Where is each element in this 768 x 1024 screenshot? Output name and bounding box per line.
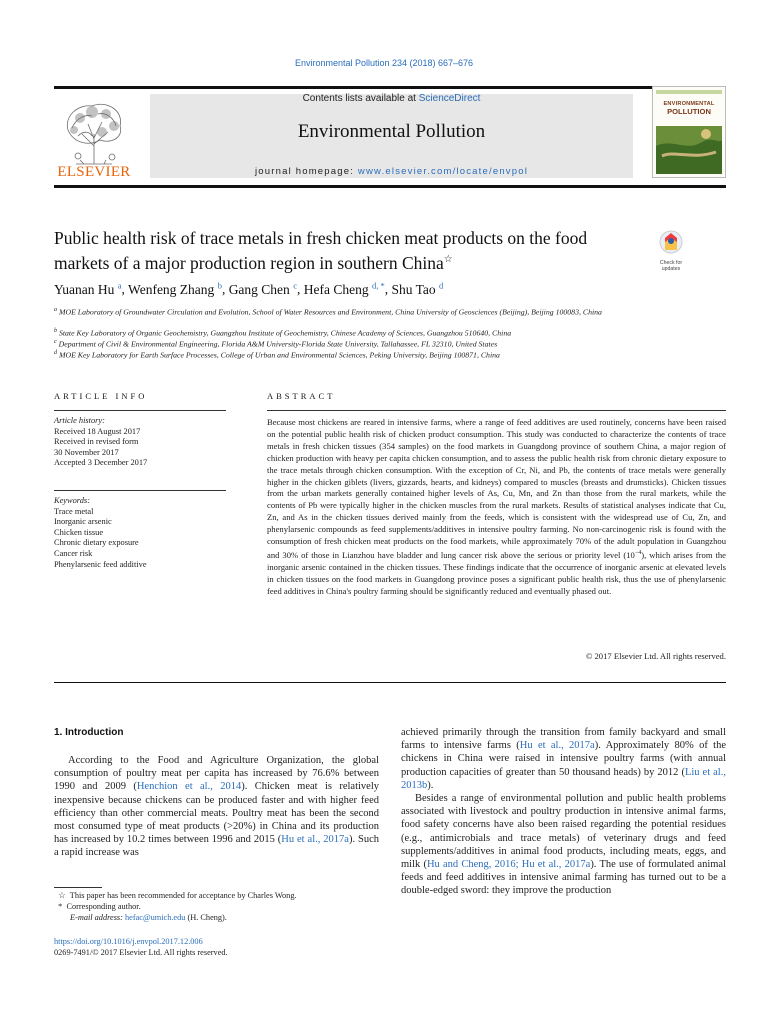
body-text: According to the Food and Agriculture Organization, the global consumption of poultry meat per capita has increased by 76.6% between 1990 and 2009 ( (54, 755, 379, 793)
keyword: Inorganic arsenic (54, 517, 112, 527)
cover-image (652, 86, 726, 178)
abstract-text-part1: Because most chickens are reared in intensive farms, where a range of feed additives are used routinely, concerns have been raised on the potential public health risk of chicken product consumption. This study was conducted to characterize the contents of trace metals in fresh chicken tissues (354 samples) on the food markets in Guangdong province of southern China, a major region of chicken production with heavy per capita chicken consumption, and to assess the public health risk from chronic dietary exposure to the trace metals through chicken consumption. With the exception of Cr, Ni, and Pb, the contents of trace metals were generally higher in the chicken giblets (livers, gizzards, hearts, and kidneys) compared to muscles (breasts and drumsticks). Chicken tissues from the urban markets generally contained higher levels of As, Cu, Mn, and Zn than those from the rural markets, while the contents of Pb were typically higher in the chicken muscles from the rural markets. Results of statistical analyses indicate that Cu, Zn, and As in the chicken tissues derived mainly from the feeds, which is consistent with the widespread use of Cu, Zn, and phenylarsenic compounds as feed supplements/additives in intensive poultry farming. No non-carcinogenic risk is found with the consumption of fresh chicken meat products on the food markets, while approximately 70% of the adult population in Guangzhou and 30% of those in Lianzhou have bladder and lung cancer risk above the serious or priority level (10 (267, 417, 726, 560)
check-for-updates-badge[interactable] (652, 229, 690, 272)
author-name: Hefa Cheng (303, 281, 369, 297)
abstract-label: ABSTRACT (267, 391, 336, 401)
abstract-exponent: −4 (634, 549, 642, 556)
header-bottom-rule (54, 185, 726, 188)
crossmark-icon (652, 229, 690, 255)
header-top-rule (54, 86, 726, 89)
body-text: ). (427, 779, 434, 791)
journal-cover[interactable] (652, 86, 726, 178)
footnote-corresponding: * Corresponding author. (54, 901, 141, 911)
journal-citation[interactable]: Environmental Pollution 234 (2018) 667–676 (294, 58, 474, 68)
crossmark-label-line2: updates (661, 266, 681, 272)
history-label: Article history: (54, 416, 105, 425)
body-text: Besides a range of environmental pollution and public health problems associated with livestock and poultry production in intensive animal farms, food safety concerns have also been raised regarding the potential residues (e.g., antimicrobials and trace metals) of veterinary drugs and feed supplements/additives in animal food products, including meats, eggs, and milk ( (401, 793, 726, 871)
journal-homepage (150, 166, 633, 177)
keyword: Chronic dietary exposure (54, 538, 139, 548)
journal-title: Environmental Pollution (297, 121, 486, 142)
issn-copyright: 0269-7491/© 2017 Elsevier Ltd. All rights reserved. (54, 947, 228, 957)
contents-prefix: Contents lists available at (302, 93, 419, 104)
footnote-rule (54, 887, 102, 888)
email-label: E-mail address: (70, 912, 125, 922)
article-title-text: Public health risk of trace metals in fresh chicken meat products on the food markets of a major production region in southern China (54, 228, 588, 273)
author-name: Wenfeng Zhang (128, 281, 215, 297)
reference-link[interactable]: Henchion et al., 2014 (136, 781, 242, 793)
author-affiliation-mark[interactable]: d, * (371, 280, 385, 290)
reference-link[interactable]: Hu et al., 2017a (281, 834, 349, 846)
affiliation (54, 305, 654, 318)
sciencedirect-link[interactable]: ScienceDirect (418, 93, 481, 104)
author-name: Shu Tao (391, 281, 436, 297)
body-paragraph (54, 754, 379, 860)
affiliation-text: State Key Laboratory of Organic Geochemistry, Guangzhou Institute of Geochemistry, Chinese Academy of Sciences, Guangzhou 510640, China (58, 328, 512, 338)
footnote-star-mark: ☆ (58, 891, 66, 900)
affiliation-text: Department of Civil & Environmental Engineering, Florida A&M University-Florida State University, Tallahassee, FL 32310, United States (58, 339, 498, 349)
body-column-right (401, 726, 726, 898)
reference-link[interactable]: Hu et al., 2017a (519, 740, 595, 752)
footnote-star (54, 891, 379, 902)
author-affiliation-mark[interactable]: a (117, 280, 122, 290)
footnotes (54, 891, 379, 923)
affiliation-mark: d (54, 350, 57, 356)
author-affiliation-mark[interactable]: c (293, 280, 297, 290)
article-history (54, 416, 226, 469)
reference-link[interactable]: Liu et al., 2013b (401, 766, 726, 791)
body-column-left (54, 754, 379, 860)
body-text: ). Approximately 80% of the chickens in China were raised in intensive poultry farms (with annual production capacities of greater than 50 thousand heads) by 2012 ( (401, 740, 727, 778)
history-item: Received in revised form (54, 437, 139, 447)
author[interactable] (304, 282, 385, 297)
keyword: Trace metal (54, 506, 94, 516)
affiliation-mark: a (54, 307, 57, 313)
doi-link[interactable]: https://doi.org/10.1016/j.envpol.2017.12.006 (54, 937, 203, 946)
title-footnote-star[interactable]: ☆ (443, 254, 453, 265)
affiliation-mark: b (54, 328, 57, 334)
elsevier-wordmark: ELSEVIER (57, 164, 131, 180)
crossmark-label (652, 260, 690, 272)
cover-title-line1: ENVIRONMENTAL (663, 101, 715, 107)
footnote-text: This paper has been recommended for acceptance by Charles Wong. (69, 891, 297, 900)
footnote-text: Corresponding author. (66, 901, 141, 911)
author-affiliation-mark[interactable]: b (217, 280, 222, 290)
article-title (54, 227, 634, 274)
author[interactable] (128, 282, 222, 297)
email-link[interactable]: hefac@umich.edu (125, 912, 186, 922)
keywords-rule (54, 490, 226, 491)
affiliation-text: MOE Key Laboratory for Earth Surface Processes, College of Urban and Environmental Sciences, Peking University, Beijing 100871, China (58, 350, 500, 360)
abstract-rule (267, 410, 726, 411)
abstract-copyright: © 2017 Elsevier Ltd. All rights reserved. (585, 651, 726, 661)
affiliation (54, 348, 654, 361)
author-name: Gang Chen (228, 281, 290, 297)
body-text: ). The use of formulated animal feeds and feed additives in intensive animal farming has turned out to be a double-edged sword: they improve the production (401, 859, 727, 897)
history-item: 30 November 2017 (54, 447, 119, 457)
body-text: ). Chicken meat is relatively inexpensive because chickens can be produced faster and with higher feed efficiency than other commercial meats. Poultry meat has been the second most consumed type of meat products (>20%) in China and its production has increased by 10.2 times between 1996 and 2015 ( (54, 781, 379, 846)
keywords (54, 496, 226, 570)
footnote-email (54, 913, 379, 924)
affiliation-text: MOE Laboratory of Groundwater Circulation and Evolution, School of Water Resources and Environment, China University of Geosciences (Beijing), Beijing 100083, China (58, 307, 602, 317)
keyword: Phenylarsenic feed additive (54, 559, 147, 569)
author-list: Yuanan Hu $^a$, Wenfeng Zhang $^b$, Gang Chen $^c$, Hefa Cheng $^{d, *}$, Shu Tao $^d$ (54, 280, 444, 297)
keyword: Cancer risk (54, 548, 93, 558)
article-info-label: ARTICLE INFO (54, 391, 148, 401)
contents-line (150, 93, 633, 104)
keyword: Chicken tissue (54, 527, 104, 537)
homepage-link[interactable]: www.elsevier.com/locate/envpol (357, 166, 529, 177)
author[interactable] (391, 282, 443, 297)
cover-title-line2: POLLUTION (667, 107, 711, 116)
abstract-text-part2: ), which arises from the inorganic arsenic contained in the chicken tissues. These findings indicate that the occurrence of inorganic arsenic at elevated levels in chicken tissues on the food markets in Guangdong province poses a significant public health risk, thus the use of phenylarsenic feed additives in China's poultry farming should be significantly reduced and eventually phased out. (267, 549, 726, 596)
author-name: Yuanan Hu (54, 281, 115, 297)
article-info-rule (54, 410, 226, 411)
body-paragraph (401, 726, 726, 792)
history-item: Accepted 3 December 2017 (54, 458, 148, 468)
keywords-label: Keywords: (54, 496, 90, 505)
elsevier-logo[interactable] (54, 94, 134, 180)
crossmark-label-line1: Check for (659, 260, 683, 266)
abstract-text (267, 417, 726, 597)
author-affiliation-mark[interactable]: d (439, 280, 444, 290)
body-paragraph (401, 792, 726, 898)
front-matter-bottom-rule (54, 682, 726, 683)
affiliation-mark: c (54, 339, 57, 345)
email-owner: (H. Cheng). (185, 912, 227, 922)
homepage-prefix: journal homepage: (254, 166, 358, 177)
history-item: Received 18 August 2017 (54, 426, 141, 436)
body-text: achieved primarily through the transition from family backyard and small farms to intensive farms ( (401, 727, 726, 752)
author[interactable] (229, 282, 297, 297)
author[interactable] (54, 282, 122, 297)
body-text: ). Such a rapid increase was (54, 834, 380, 859)
reference-link[interactable]: Hu and Cheng, 2016; Hu et al., 2017a (426, 859, 591, 871)
doi-block (54, 937, 379, 959)
section-heading-introduction: 1. Introduction (54, 727, 124, 738)
